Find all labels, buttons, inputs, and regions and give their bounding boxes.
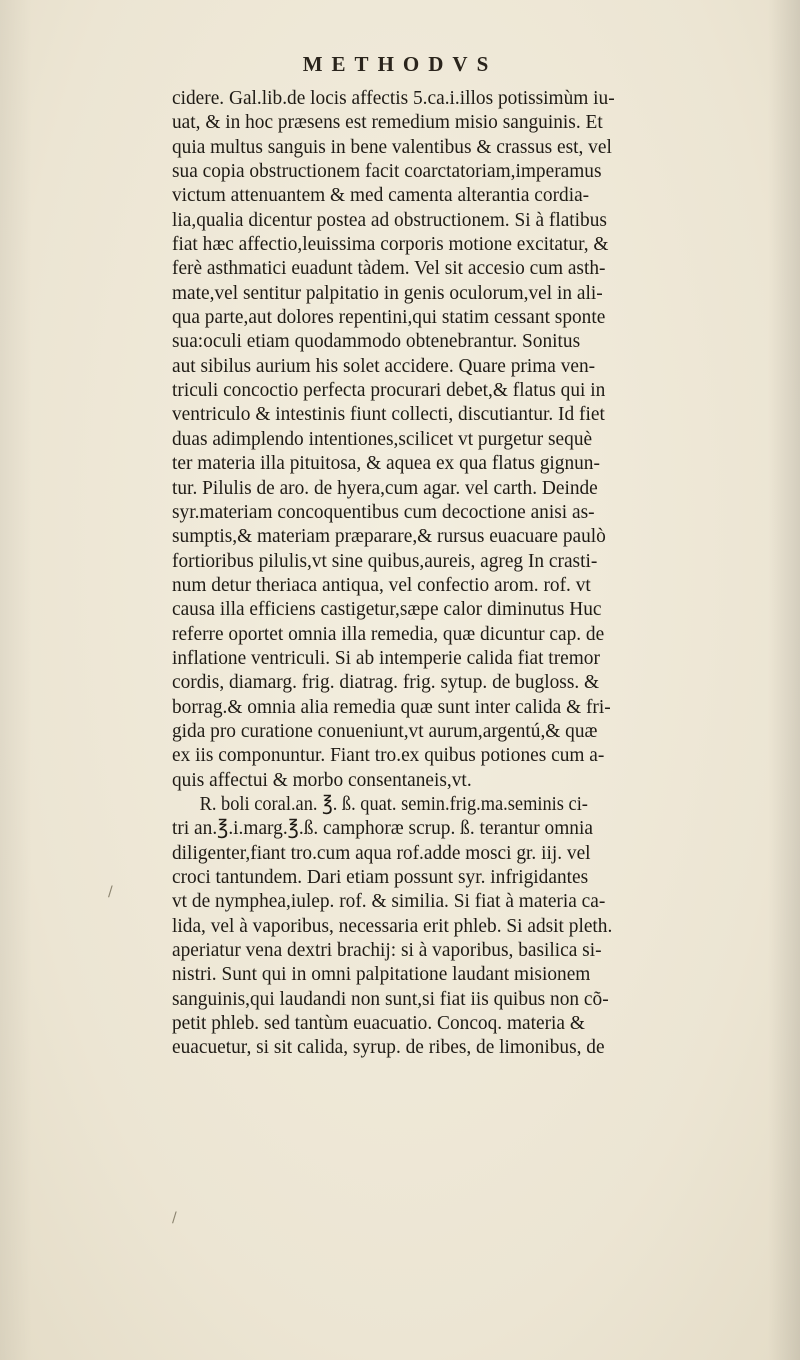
text-line: ter materia illa pituitosa, & aquea ex qua flatus gignun- [172, 452, 600, 475]
text-line: sumptis,& materiam præparare,& rursus euacuare paulò [172, 525, 606, 548]
text-line: sua copia obstructionem facit coarctatoriam,imperamus [172, 160, 602, 183]
text-line: cordis, diamarg. frig. diatrag. frig. sytup. de bugloss. & [172, 671, 600, 694]
text-line: petit phleb. sed tantùm euacuatio. Concoq. materia & [172, 1012, 585, 1035]
text-line: inflatione ventriculi. Si ab intemperie calida fiat tremor [172, 646, 600, 669]
text-line: quia multus sanguis in bene valentibus & crassus est, vel [172, 135, 612, 158]
text-line: euacuetur, si sit calida, syrup. de ribes, de limonibus, de [172, 1036, 605, 1059]
text-line: diligenter,fiant tro.cum aqua rof.adde mosci gr. iij. vel [172, 841, 591, 864]
text-line: ferè asthmatici euadunt tàdem. Vel sit accesio cum asth- [172, 257, 606, 280]
text-line: croci tantundem. Dari etiam possunt syr. infrigidantes [172, 866, 589, 888]
running-head: METHODVS [302, 52, 498, 76]
text-line: causa illa efficiens castigetur,sæpe calor diminutus Huc [172, 598, 602, 621]
text-line: borrag.& omnia alia remedia quæ sunt inter calida & fri- [172, 695, 611, 718]
text-line: gida pro curatione conueniunt,vt aurum,argentú,& quæ [172, 719, 598, 742]
text-line: lida, vel à vaporibus, necessaria erit phleb. Si adsit pleth. [172, 914, 613, 937]
text-line: fiat hæc affectio,leuissima corporis motione excitatur, & [172, 233, 609, 256]
margin-mark: / [172, 1210, 177, 1226]
text-line: duas adimplendo intentiones,scilicet vt purgetur sequè [172, 427, 593, 450]
text-line: victum attenuantem & med camenta alterantia cordia- [172, 184, 590, 207]
text-line: uat, & in hoc præsens est remedium misio sanguinis. Et [172, 111, 603, 134]
text-line: num detur theriaca antiqua, vel confectio arom. rof. vt [172, 573, 591, 596]
text-line: ex iis componuntur. Fiant tro.ex quibus potiones cum a- [172, 744, 605, 767]
text-line: tur. Pilulis de aro. de hyera,cum agar. vel carth. Deinde [172, 476, 598, 499]
text-line: tri an.℥.i.marg.℥.ß. camphoræ scrup. ß. terantur omnia [172, 817, 593, 840]
text-line: syr.materiam concoquentibus cum decoctione anisi as- [172, 500, 595, 523]
text-line: nistri. Sunt qui in omni palpitatione laudant misionem [172, 963, 591, 986]
text-line: referre oportet omnia illa remedia, quæ dicuntur cap. de [172, 622, 605, 645]
text-line: ventriculo & intestinis fiunt collecti, discutiantur. Id fiet [172, 403, 605, 426]
text-line: lia,qualia dicentur postea ad obstructionem. Si à flatibus [172, 208, 607, 231]
margin-mark: / [108, 884, 113, 900]
text-line: cidere. Gal.lib.de locis affectis 5.ca.i.illos potissimùm iu- [172, 87, 615, 109]
text-line: aperiatur vena dextri brachij: si à vaporibus, basilica si- [172, 939, 602, 962]
text-line: mate,vel sentitur palpitatio in genis oculorum,vel in ali- [172, 281, 603, 304]
text-line: sanguinis,qui laudandi non sunt,si fiat iis quibus non cõ- [172, 987, 609, 1010]
text-line: fortioribus pilulis,vt sine quibus,aureis, agreg In crasti- [172, 549, 598, 572]
text-line: aut sibilus aurium his solet accidere. Quare prima ven- [172, 354, 596, 377]
text-line: R. boli coral.an. ℥. ß. quat. semin.frig.ma.seminis ci- [199, 792, 588, 815]
text-line: triculi concoctio perfecta procurari debet,& flatus qui in [172, 379, 606, 402]
text-line: vt de nymphea,iulep. rof. & similia. Si fiat à materia ca- [172, 890, 606, 913]
body-text [172, 86, 792, 1060]
text-line: qua parte,aut dolores repentini,qui statim cessant sponte [172, 306, 606, 329]
text-line: sua:oculi etiam quodammodo obtenebrantur. Sonitus [172, 330, 581, 353]
text-line: quis affectui & morbo consentaneis,vt. [172, 768, 472, 791]
